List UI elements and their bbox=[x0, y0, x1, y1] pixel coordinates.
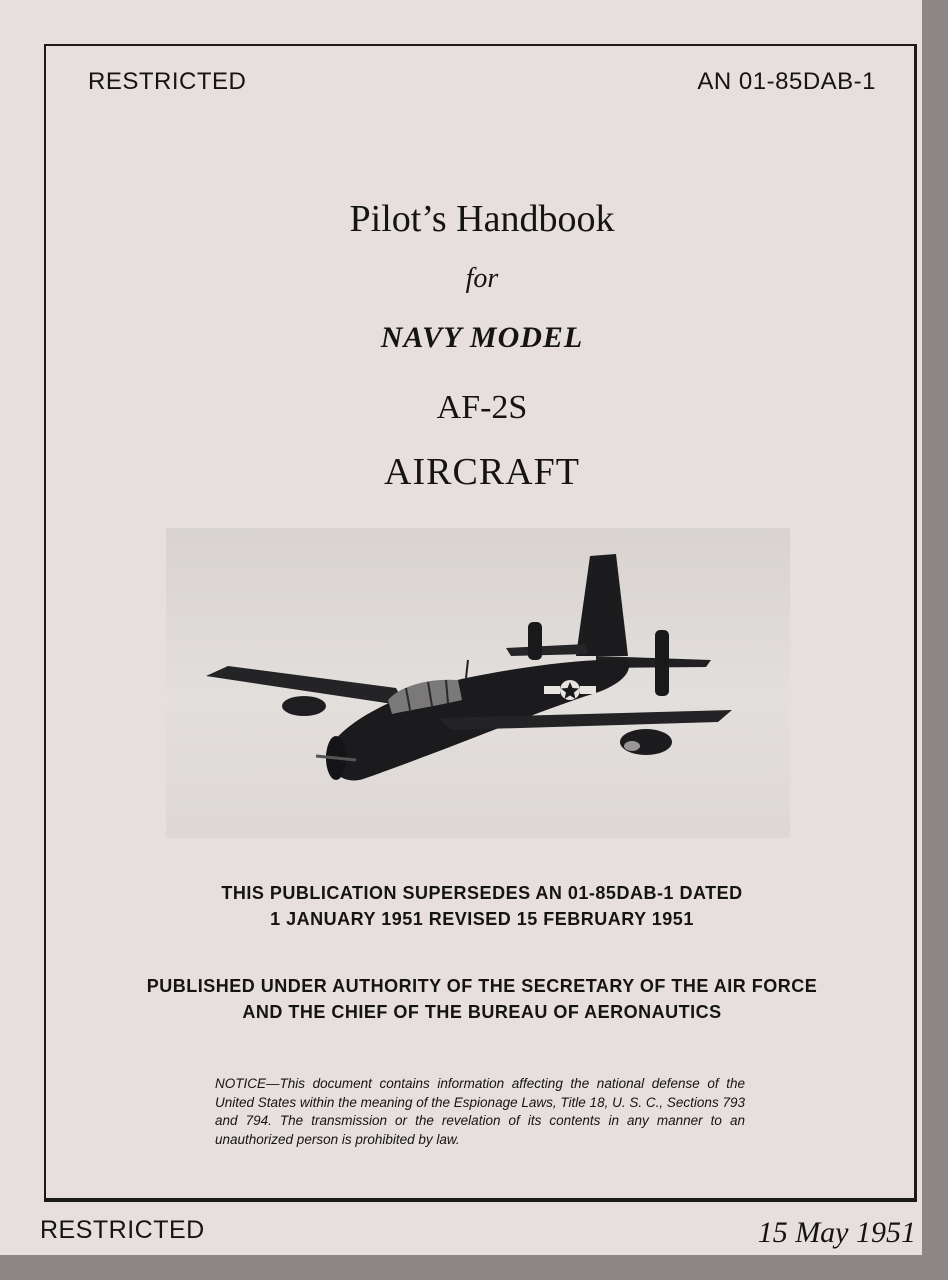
title-for: for bbox=[465, 263, 499, 294]
footer-classification: RESTRICTED bbox=[40, 1216, 205, 1244]
supersedes-line-2: 1 JANUARY 1951 REVISED 15 FEBRUARY 1951 bbox=[270, 909, 694, 929]
header-classification: RESTRICTED bbox=[88, 68, 247, 95]
title-navy-model: NAVY MODEL bbox=[380, 321, 584, 354]
supersedes-line-1: THIS PUBLICATION SUPERSEDES AN 01-85DAB-1 DATED bbox=[221, 883, 743, 903]
aircraft-photo bbox=[166, 528, 790, 838]
authority-line-1: PUBLISHED UNDER AUTHORITY OF THE SECRETARY OF THE AIR FORCE bbox=[146, 976, 818, 996]
page-shadow-bottom bbox=[0, 1255, 948, 1280]
authority-line-2: AND THE CHIEF OF THE BUREAU OF AERONAUTICS bbox=[242, 1002, 722, 1022]
header-document-number: AN 01-85DAB-1 bbox=[697, 68, 876, 95]
title-model-number: AF-2S bbox=[436, 389, 528, 426]
page-shadow-right bbox=[922, 0, 948, 1280]
espionage-notice: NOTICE—This document contains information affecting the national defense of the United States within the meaning of the Espionage Laws, Title 18, U. S. C., Sections 793 and 794. The transmission or the revelation of its contents in any manner to an unauthorized person is prohibited by law. bbox=[215, 1076, 745, 1147]
title-pilots-handbook: Pilot’s Handbook bbox=[349, 198, 615, 240]
aircraft-illustration bbox=[166, 528, 790, 838]
title-aircraft: AIRCRAFT bbox=[384, 451, 580, 493]
footer-date: 15 May 1951 bbox=[757, 1216, 916, 1249]
